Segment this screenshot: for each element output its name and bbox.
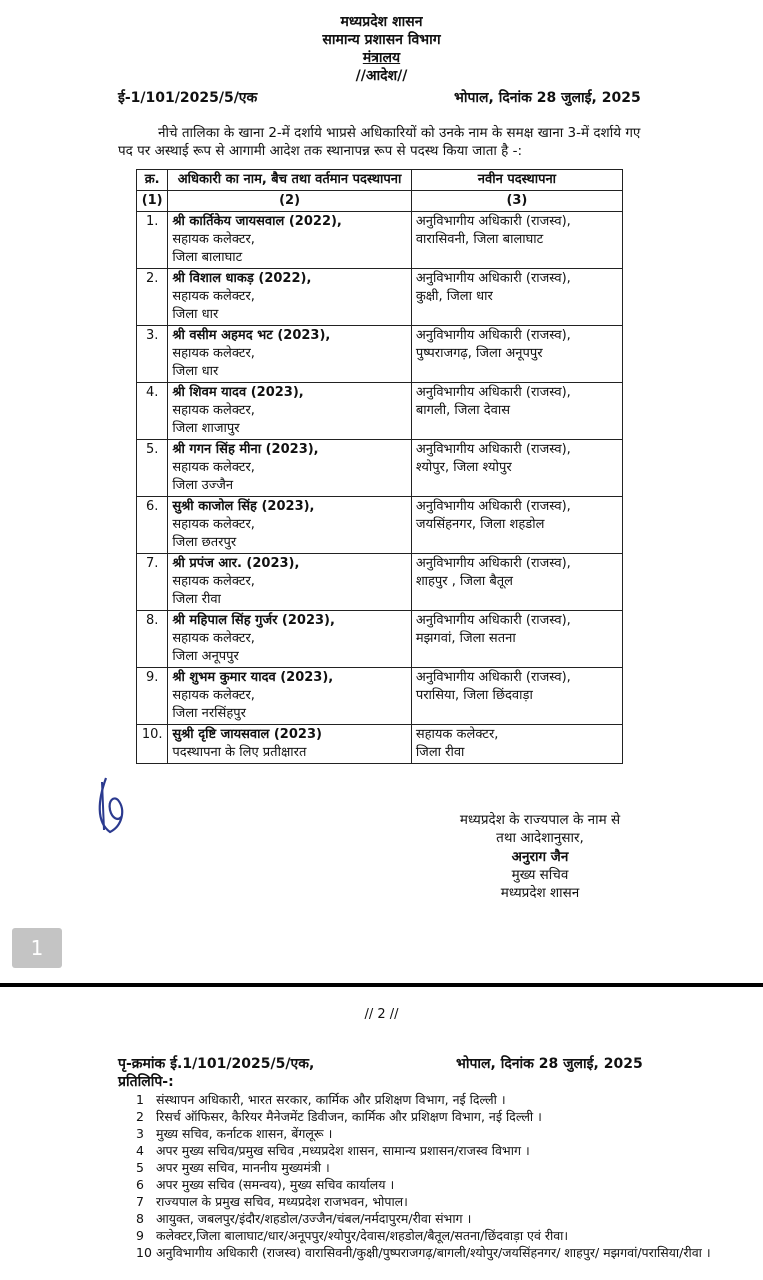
posting-detail: श्योपुर, जिला श्योपुर bbox=[415, 460, 512, 475]
posting-detail: बागली, जिला देवास bbox=[415, 403, 510, 418]
officer-name: श्री कार्तिकेय जायसवाल (2022), bbox=[172, 214, 342, 229]
new-posting-cell bbox=[411, 554, 622, 611]
copy-label: प्रतिलिपि-: bbox=[118, 1074, 174, 1090]
officer-name: श्री गगन सिंह मीना (2023), bbox=[172, 442, 319, 457]
officer-cell bbox=[168, 554, 412, 611]
order-place-date: भोपाल, दिनांक 28 जुलाई, 2025 bbox=[454, 90, 641, 106]
list-item bbox=[136, 1091, 736, 1108]
list-item-number: 5 bbox=[136, 1160, 144, 1175]
list-item bbox=[136, 1176, 736, 1193]
table-header-row bbox=[137, 170, 623, 191]
copy-ref-number: पृ-क्रमांक ई.1/101/2025/5/एक, bbox=[118, 1056, 315, 1072]
officer-detail: सहायक कलेक्टर, bbox=[172, 688, 255, 703]
list-item-number: 9 bbox=[136, 1228, 144, 1243]
officer-cell bbox=[168, 497, 412, 554]
signatory-office: मध्यप्रदेश शासन bbox=[500, 885, 580, 901]
table-colnum-row bbox=[137, 191, 623, 212]
new-posting-cell bbox=[411, 212, 622, 269]
officer-name: श्री वसीम अहमद भट (2023), bbox=[172, 328, 331, 343]
list-item-text: अपर मुख्य सचिव (समन्वय), मुख्य सचिव कार्यालय । bbox=[156, 1177, 395, 1192]
officer-detail: सहायक कलेक्टर, bbox=[172, 403, 255, 418]
list-item bbox=[136, 1142, 736, 1159]
list-item-text: मुख्य सचिव, कर्नाटक शासन, बेंगलूरू । bbox=[156, 1126, 333, 1141]
signatory-name: अनुराग जैन bbox=[511, 849, 569, 865]
row-serial: 3. bbox=[137, 326, 168, 383]
posting-detail: जयसिंहनगर, जिला शहडोल bbox=[415, 517, 545, 532]
new-posting-cell bbox=[411, 440, 622, 497]
row-serial: 8. bbox=[137, 611, 168, 668]
posting-detail: कुक्षी, जिला धार bbox=[415, 289, 493, 304]
new-posting-cell bbox=[411, 383, 622, 440]
officer-detail: जिला शाजापुर bbox=[172, 421, 240, 436]
table-row bbox=[137, 668, 623, 725]
page2-marker: // 2 // bbox=[364, 1007, 399, 1022]
signature-line1: मध्यप्रदेश के राज्यपाल के नाम से bbox=[459, 812, 621, 828]
order-number: ई-1/101/2025/5/एक bbox=[118, 90, 258, 106]
row-serial: 4. bbox=[137, 383, 168, 440]
new-posting-cell bbox=[411, 611, 622, 668]
col-header-sno: क्र. bbox=[137, 170, 168, 191]
row-serial: 7. bbox=[137, 554, 168, 611]
list-item-number: 6 bbox=[136, 1177, 144, 1192]
row-serial: 9. bbox=[137, 668, 168, 725]
col-header-officer: अधिकारी का नाम, बैच तथा वर्तमान पदस्थापना bbox=[168, 170, 412, 191]
table-row bbox=[137, 326, 623, 383]
signatory-designation: मुख्य सचिव bbox=[511, 867, 569, 883]
list-item bbox=[136, 1159, 736, 1176]
list-item-number: 1 bbox=[136, 1092, 144, 1107]
list-item bbox=[136, 1244, 736, 1261]
posting-detail: अनुविभागीय अधिकारी (राजस्व), bbox=[415, 613, 571, 628]
list-item-number: 7 bbox=[136, 1194, 144, 1209]
list-item-number: 2 bbox=[136, 1109, 144, 1124]
list-item-number: 3 bbox=[136, 1126, 144, 1141]
officer-detail: सहायक कलेक्टर, bbox=[172, 460, 255, 475]
officer-detail: पदस्थापना के लिए प्रतीक्षारत bbox=[172, 745, 307, 760]
posting-detail: पुष्पराजगढ़, जिला अनूपपुर bbox=[415, 346, 543, 361]
posting-detail: परासिया, जिला छिंदवाड़ा bbox=[415, 688, 533, 703]
posting-detail: अनुविभागीय अधिकारी (राजस्व), bbox=[415, 328, 571, 343]
list-item-text: अपर मुख्य सचिव, माननीय मुख्यमंत्री । bbox=[156, 1160, 330, 1175]
table-row bbox=[137, 383, 623, 440]
list-item bbox=[136, 1227, 736, 1244]
posting-detail: अनुविभागीय अधिकारी (राजस्व), bbox=[415, 670, 571, 685]
officer-detail: जिला धार bbox=[172, 364, 219, 379]
posting-detail: अनुविभागीय अधिकारी (राजस्व), bbox=[415, 214, 571, 229]
officer-detail: सहायक कलेक्टर, bbox=[172, 289, 255, 304]
list-item bbox=[136, 1108, 736, 1125]
order-title: //आदेश// bbox=[355, 68, 408, 84]
list-item-number: 10 bbox=[136, 1245, 152, 1260]
department-title: सामान्य प्रशासन विभाग bbox=[322, 32, 441, 48]
posting-detail: अनुविभागीय अधिकारी (राजस्व), bbox=[415, 442, 571, 457]
officer-name: श्री शुभम कुमार यादव (2023), bbox=[172, 670, 334, 685]
officer-cell bbox=[168, 440, 412, 497]
officer-name: श्री विशाल धाकड़ (2022), bbox=[172, 271, 312, 286]
officer-name: श्री शिवम यादव (2023), bbox=[172, 385, 304, 400]
col-number-3: (3) bbox=[411, 191, 622, 212]
officer-detail: जिला नरसिंहपुर bbox=[172, 706, 246, 721]
list-item-text: रिसर्च ऑफिसर, कैरियर मैनेजमेंट डिवीजन, कार्मिक और प्रशिक्षण विभाग, नई दिल्ली । bbox=[156, 1109, 542, 1124]
list-item bbox=[136, 1193, 736, 1210]
officer-detail: सहायक कलेक्टर, bbox=[172, 517, 255, 532]
signature-line2: तथा आदेशानुसार, bbox=[496, 830, 584, 846]
col-header-new-posting: नवीन पदस्थापना bbox=[411, 170, 622, 191]
list-item-number: 8 bbox=[136, 1211, 144, 1226]
posting-detail: वारासिवनी, जिला बालाघाट bbox=[415, 232, 544, 247]
officer-detail: जिला रीवा bbox=[172, 592, 221, 607]
officer-detail: सहायक कलेक्टर, bbox=[172, 346, 255, 361]
officer-cell bbox=[168, 668, 412, 725]
list-item-text: राज्यपाल के प्रमुख सचिव, मध्यप्रदेश राजभवन, भोपाल। bbox=[156, 1194, 408, 1209]
officer-detail: सहायक कलेक्टर, bbox=[172, 232, 255, 247]
table-row bbox=[137, 269, 623, 326]
ministry-title: मंत्रालय bbox=[362, 50, 401, 66]
officer-detail: सहायक कलेक्टर, bbox=[172, 574, 255, 589]
page-number-badge: 1 bbox=[12, 928, 62, 968]
table-row bbox=[137, 554, 623, 611]
list-item-text: आयुक्त, जबलपुर/इंदौर/शहडोल/उज्जैन/चंबल/नर्मदापुरम/रीवा संभाग । bbox=[156, 1211, 472, 1226]
officer-detail: जिला उज्जैन bbox=[172, 478, 234, 493]
posting-detail: अनुविभागीय अधिकारी (राजस्व), bbox=[415, 499, 571, 514]
new-posting-cell bbox=[411, 725, 622, 764]
row-serial: 2. bbox=[137, 269, 168, 326]
table-row bbox=[137, 440, 623, 497]
list-item-text: कलेक्टर,जिला बालाघाट/धार/अनूपपुर/श्योपुर/देवास/शहडोल/बैतूल/सतना/छिंदवाड़ा एवं रीवा। bbox=[156, 1228, 569, 1243]
officer-detail: जिला धार bbox=[172, 307, 219, 322]
table-row bbox=[137, 611, 623, 668]
officer-name: सुश्री दृष्टि जायसवाल (2023) bbox=[172, 727, 322, 742]
officer-cell bbox=[168, 326, 412, 383]
intro-paragraph: नीचे तालिका के खाना 2-में दर्शाये भाप्रसे अधिकारियों को उनके नाम के समक्ष खाना 3-में दर्शाये गए पद पर अस्थाई रूप से आगामी आदेश तक स्थानापन्न रूप से पदस्थ किया जाता है -: bbox=[118, 125, 641, 159]
officer-cell bbox=[168, 383, 412, 440]
posting-detail: अनुविभागीय अधिकारी (राजस्व), bbox=[415, 385, 571, 400]
posting-detail: मझगवां, जिला सतना bbox=[415, 631, 516, 646]
row-serial: 1. bbox=[137, 212, 168, 269]
list-item bbox=[136, 1125, 736, 1142]
list-item-text: अनुविभागीय अधिकारी (राजस्व) वारासिवनी/कुक्षी/पुष्पराजगढ़/बागली/श्योपुर/जयसिंहनगर/ शाहपुर/ मझगवां/परासिया/रीवा । bbox=[156, 1245, 711, 1260]
new-posting-cell bbox=[411, 269, 622, 326]
posting-detail: सहायक कलेक्टर, bbox=[415, 727, 499, 742]
officer-detail: सहायक कलेक्टर, bbox=[172, 631, 255, 646]
officer-cell bbox=[168, 212, 412, 269]
row-serial: 10. bbox=[137, 725, 168, 764]
officer-cell bbox=[168, 269, 412, 326]
list-item bbox=[136, 1210, 736, 1227]
table-row bbox=[137, 212, 623, 269]
officer-detail: जिला अनूपपुर bbox=[172, 649, 239, 664]
officer-detail: जिला बालाघाट bbox=[172, 250, 243, 265]
officer-name: सुश्री काजोल सिंह (2023), bbox=[172, 499, 315, 514]
row-serial: 6. bbox=[137, 497, 168, 554]
posting-table bbox=[136, 169, 623, 764]
officer-cell bbox=[168, 611, 412, 668]
list-item-number: 4 bbox=[136, 1143, 144, 1158]
copy-recipients-list bbox=[136, 1091, 736, 1261]
new-posting-cell bbox=[411, 326, 622, 383]
new-posting-cell bbox=[411, 668, 622, 725]
officer-cell bbox=[168, 725, 412, 764]
page-divider bbox=[0, 983, 763, 987]
handwritten-initial-mark bbox=[92, 770, 132, 840]
govt-title: मध्यप्रदेश शासन bbox=[340, 14, 423, 30]
officer-name: श्री महिपाल सिंह गुर्जर (2023), bbox=[172, 613, 335, 628]
col-number-2: (2) bbox=[168, 191, 412, 212]
posting-detail: अनुविभागीय अधिकारी (राजस्व), bbox=[415, 556, 571, 571]
posting-detail: जिला रीवा bbox=[415, 745, 465, 760]
copy-place-date: भोपाल, दिनांक 28 जुलाई, 2025 bbox=[456, 1056, 643, 1072]
officer-name: श्री प्रपंज आर. (2023), bbox=[172, 556, 300, 571]
posting-detail: शाहपुर , जिला बैतूल bbox=[415, 574, 513, 589]
new-posting-cell bbox=[411, 497, 622, 554]
table-row bbox=[137, 725, 623, 764]
officer-detail: जिला छतरपुर bbox=[172, 535, 237, 550]
row-serial: 5. bbox=[137, 440, 168, 497]
list-item-text: अपर मुख्य सचिव/प्रमुख सचिव ,मध्यप्रदेश शासन, सामान्य प्रशासन/राजस्व विभाग । bbox=[156, 1143, 530, 1158]
posting-detail: अनुविभागीय अधिकारी (राजस्व), bbox=[415, 271, 571, 286]
list-item-text: संस्थापन अधिकारी, भारत सरकार, कार्मिक और प्रशिक्षण विभाग, नई दिल्ली । bbox=[156, 1092, 506, 1107]
col-number-1: (1) bbox=[137, 191, 168, 212]
table-row bbox=[137, 497, 623, 554]
